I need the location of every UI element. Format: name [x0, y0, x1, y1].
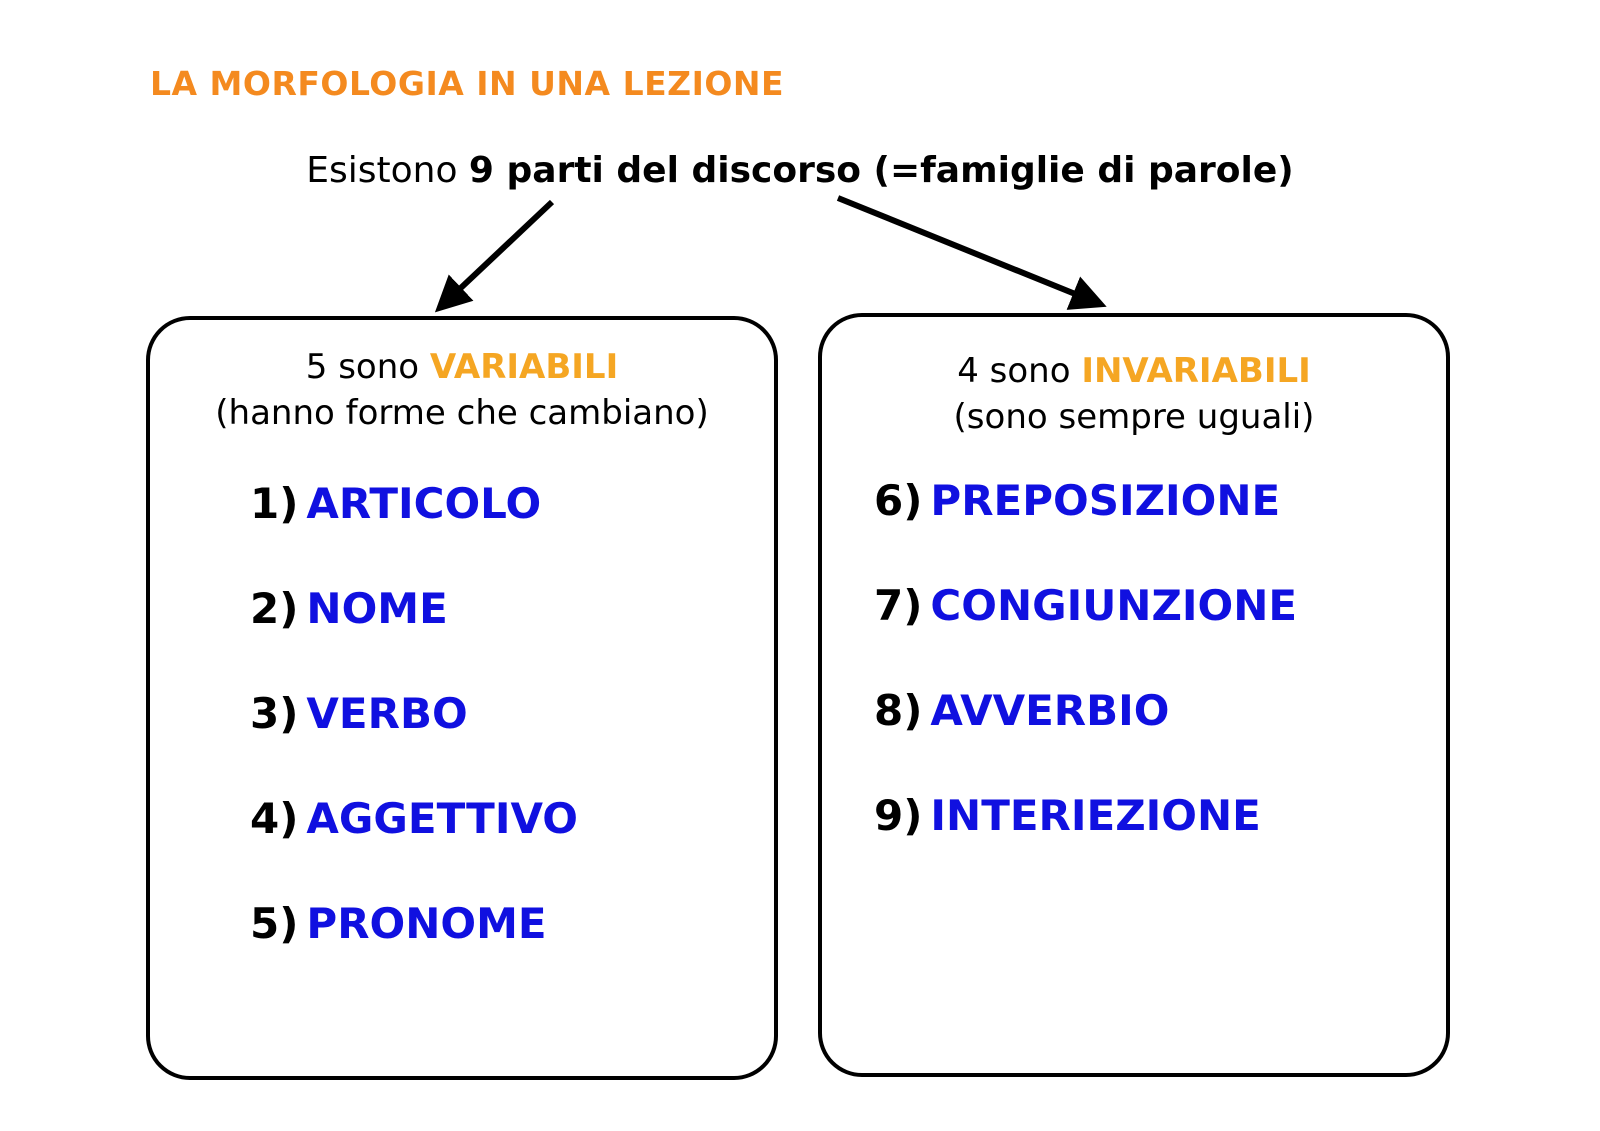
invariable-box-header: [822, 348, 1446, 440]
invariable-subtitle: (sono sempre uguali): [953, 397, 1315, 437]
variable-list: [250, 480, 578, 1005]
item-name: INTERIEZIONE: [930, 791, 1261, 840]
variable-keyword: VARIABILI: [429, 347, 619, 387]
list-item: [874, 687, 1297, 792]
item-name: VERBO: [306, 689, 468, 738]
item-number: 4): [250, 794, 299, 843]
invariable-keyword: INVARIABILI: [1081, 351, 1311, 391]
item-number: 3): [250, 689, 299, 738]
list-item: [874, 477, 1297, 582]
item-name: AGGETTIVO: [306, 794, 578, 843]
variable-count: 5 sono: [305, 347, 430, 387]
intro-sentence: [0, 150, 1600, 191]
item-number: 1): [250, 479, 299, 528]
list-item: [250, 585, 578, 690]
list-item: [250, 795, 578, 900]
list-item: [250, 480, 578, 585]
item-number: 9): [874, 791, 923, 840]
intro-bold: 9 parti del discorso (=famiglie di parole): [468, 150, 1294, 191]
page-title: LA MORFOLOGIA IN UNA LEZIONE: [150, 64, 785, 103]
item-name: PREPOSIZIONE: [930, 476, 1281, 525]
list-item: [250, 690, 578, 795]
variable-box: [146, 316, 778, 1080]
item-name: CONGIUNZIONE: [930, 581, 1298, 630]
item-number: 8): [874, 686, 923, 735]
item-name: PRONOME: [306, 899, 547, 948]
invariable-box: [818, 313, 1450, 1077]
list-item: [874, 582, 1297, 687]
item-name: AVVERBIO: [930, 686, 1170, 735]
intro-prefix: Esistono: [306, 150, 469, 191]
item-number: 5): [250, 899, 299, 948]
item-number: 2): [250, 584, 299, 633]
arrow-right: [838, 198, 1090, 300]
variable-subtitle: (hanno forme che cambiano): [215, 393, 709, 433]
list-item: [250, 900, 578, 1005]
item-number: 7): [874, 581, 923, 630]
item-name: NOME: [306, 584, 448, 633]
invariable-count: 4 sono: [957, 351, 1082, 391]
variable-box-header: [150, 344, 774, 436]
item-name: ARTICOLO: [306, 479, 542, 528]
arrow-left: [448, 202, 552, 300]
invariable-list: [874, 477, 1297, 897]
list-item: [874, 792, 1297, 897]
item-number: 6): [874, 476, 923, 525]
